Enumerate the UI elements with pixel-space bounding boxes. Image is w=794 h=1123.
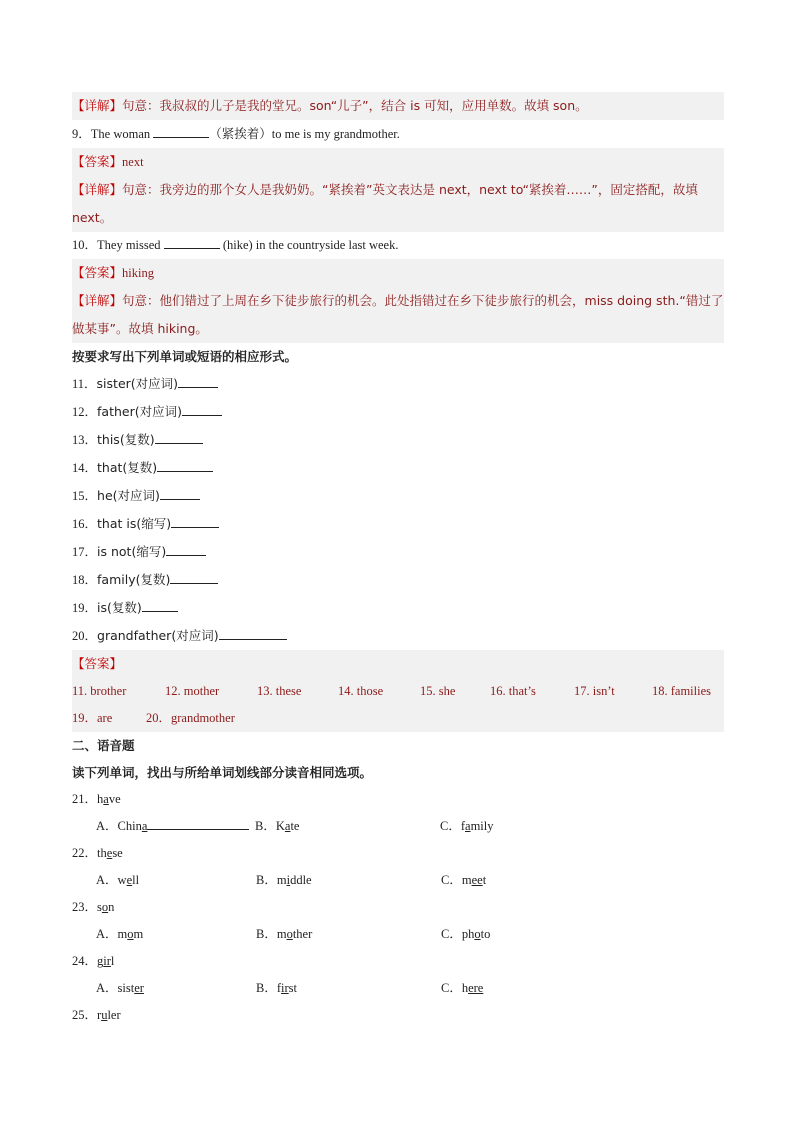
underlined-part: ir: [281, 981, 289, 995]
item-number: 17．: [72, 545, 98, 559]
word-part: th: [97, 846, 107, 860]
explanation-text: 句意：他们错过了上周在乡下徒步旅行的机会。此处指错过在乡下徒步旅行的机会，miss doing sth.“错过了做某事”。故填 hiking。: [72, 293, 724, 336]
option-label: C．: [441, 873, 462, 887]
option-label: A．: [96, 873, 118, 887]
answer-item: 18. families: [652, 684, 712, 698]
item-text: sister(对应词): [96, 376, 179, 391]
answer-blank[interactable]: [182, 401, 222, 416]
word-part: m: [276, 927, 287, 941]
underlined-part: o: [286, 927, 293, 941]
explanation-8: [72, 92, 724, 120]
list-item: [72, 538, 724, 566]
answer-blank[interactable]: [164, 234, 220, 249]
answer-blank[interactable]: [157, 457, 213, 472]
explanation-9: [72, 176, 724, 232]
option-b[interactable]: [255, 813, 440, 840]
option-a[interactable]: [96, 975, 256, 1002]
underlined-part: a: [465, 819, 471, 833]
explanation-tag: 【详解】: [72, 293, 123, 308]
list-item: [72, 510, 724, 538]
answer-item: 15. she: [420, 684, 456, 698]
answer-blank[interactable]: [160, 485, 200, 500]
answer-text: next: [122, 155, 144, 169]
answer-item: 13. these: [257, 684, 302, 698]
option-label: A．: [96, 981, 118, 995]
word-part: ve: [108, 792, 121, 806]
question-text: The woman: [90, 127, 151, 141]
word-part: m: [276, 873, 287, 887]
underlined-part: u: [101, 1008, 108, 1022]
answer-item: 12. mother: [165, 684, 220, 698]
underlined-part: o: [127, 927, 134, 941]
question-number: 21．: [72, 792, 98, 806]
word-form-list: [72, 370, 724, 650]
word-part: m: [117, 927, 128, 941]
word-part: K: [275, 819, 285, 833]
underlined-part: a: [141, 819, 148, 833]
question-text: (hike) in the countryside last week.: [222, 238, 399, 252]
item-text: is not(缩写): [97, 544, 167, 559]
item-text: grandfather(对应词): [97, 628, 219, 643]
option-c[interactable]: [441, 921, 490, 948]
answer-blank[interactable]: [153, 123, 209, 138]
list-item: [72, 622, 724, 650]
word-part: t: [482, 873, 487, 887]
answer-item: 14. those: [338, 684, 384, 698]
options-23: [72, 921, 724, 948]
underlined-part: o: [474, 927, 481, 941]
word-part: n: [108, 900, 115, 914]
answer-tag: 【答案】: [72, 656, 123, 671]
item-number: 19．: [72, 601, 98, 615]
options-21: [72, 813, 724, 840]
option-label: A．: [96, 819, 118, 833]
answer-blank[interactable]: [142, 597, 178, 612]
question-10: [72, 232, 724, 259]
word-part: s: [97, 900, 102, 914]
part-two-title: 二、语音题: [72, 738, 135, 753]
word-part: st: [288, 981, 297, 995]
underlined-part: ir: [103, 954, 111, 968]
underlined-part: a: [284, 819, 291, 833]
answers-row-2: [72, 705, 724, 732]
phonetic-question-21: [72, 786, 724, 813]
answers-block: [72, 650, 724, 732]
list-item: [72, 566, 724, 594]
item-number: 12．: [72, 405, 98, 419]
answer-blank[interactable]: [170, 569, 218, 584]
underlined-part: i: [286, 873, 291, 887]
word-part: ddle: [290, 873, 312, 887]
option-label: C．: [441, 927, 462, 941]
option-label: B．: [256, 927, 277, 941]
item-number: 18．: [72, 573, 98, 587]
word-part: te: [290, 819, 300, 833]
list-item: [72, 454, 724, 482]
option-a[interactable]: [96, 921, 256, 948]
word-part: l: [110, 954, 115, 968]
worksheet-page: [72, 92, 724, 1029]
phonetic-question-24: [72, 948, 724, 975]
question-hint: （紧挨着）: [209, 126, 272, 141]
underlined-part: ee: [471, 873, 483, 887]
item-text: that(复数): [97, 460, 158, 475]
question-text: They missed: [97, 238, 161, 252]
word-part: to: [480, 927, 491, 941]
option-c[interactable]: [440, 813, 494, 840]
item-text: this(复数): [97, 432, 155, 447]
list-item: [72, 370, 724, 398]
item-number: 15．: [72, 489, 98, 503]
answer-blank[interactable]: [147, 815, 249, 830]
word-part: m: [461, 873, 472, 887]
options-22: [72, 867, 724, 894]
answer-item: 20．grandmother: [146, 711, 235, 725]
answer-blank[interactable]: [155, 429, 203, 444]
question-number: 25．: [72, 1008, 98, 1022]
item-number: 16．: [72, 517, 98, 531]
word-part: r: [97, 1008, 102, 1022]
underlined-part: er: [134, 981, 144, 995]
answer-item: 19．are: [72, 711, 113, 725]
item-text: is(复数): [97, 600, 142, 615]
item-number: 20．: [72, 629, 98, 643]
option-b[interactable]: [256, 867, 441, 894]
word-part: h: [461, 981, 469, 995]
answers-header: [72, 650, 724, 678]
question-number: 22．: [72, 846, 98, 860]
option-a[interactable]: [96, 813, 196, 840]
part-two-instruction: 读下列单词，找出与所给单词划线部分读音相同选项。: [72, 765, 373, 780]
underlined-part: ere: [468, 981, 484, 995]
explanation-tag: 【详解】: [72, 182, 123, 197]
answer-item: 16. that’s: [490, 684, 536, 698]
answer-blank[interactable]: [178, 373, 218, 388]
question-text: to me is my grandmother.: [271, 127, 400, 141]
option-label: B．: [255, 819, 276, 833]
word-part: ther: [292, 927, 313, 941]
phonetic-question-25: [72, 1002, 724, 1029]
explanation-10: [72, 287, 724, 343]
answer-blank[interactable]: [219, 625, 287, 640]
option-label: C．: [441, 981, 462, 995]
explanation-text: 句意：我叔叔的儿子是我的堂兄。son“儿子”，结合 is 可知，应用单数。故填 son。: [122, 98, 588, 113]
word-part: sist: [117, 981, 135, 995]
option-a[interactable]: [96, 867, 256, 894]
option-label: B．: [256, 981, 277, 995]
question-number: 23．: [72, 900, 98, 914]
option-label: A．: [96, 927, 118, 941]
item-text: family(复数): [97, 572, 171, 587]
word-part: w: [117, 873, 127, 887]
word-part: ph: [461, 927, 475, 941]
item-number: 14．: [72, 461, 98, 475]
word-part: ll: [132, 873, 140, 887]
explanation-text: 句意：我旁边的那个女人是我奶奶。“紧挨着”英文表达是 next，next to“紧挨着……”，固定搭配，故填 next。: [72, 182, 698, 225]
question-number: 9．: [72, 127, 91, 141]
list-item: [72, 426, 724, 454]
option-b[interactable]: [256, 921, 441, 948]
option-c[interactable]: [441, 975, 483, 1002]
item-number: 11．: [72, 377, 97, 391]
options-24: [72, 975, 724, 1002]
item-text: father(对应词): [97, 404, 182, 419]
underlined-part: o: [101, 900, 109, 914]
word-part: m: [133, 927, 144, 941]
question-number: 10．: [72, 238, 98, 252]
word-part: f: [276, 981, 282, 995]
question-9: [72, 120, 724, 148]
option-b[interactable]: [256, 975, 441, 1002]
phonetic-question-23: [72, 894, 724, 921]
answer-10: [72, 259, 724, 287]
item-text: that is(缩写): [97, 516, 172, 531]
list-item: [72, 594, 724, 622]
option-label: C．: [440, 819, 461, 833]
answer-tag: 【答案】: [72, 265, 123, 280]
underlined-part: e: [126, 873, 133, 887]
list-item: [72, 398, 724, 426]
word-part: se: [112, 846, 123, 860]
answer-item: 17. isn’t: [574, 684, 615, 698]
underlined-part: e: [106, 846, 113, 860]
list-item: [72, 482, 724, 510]
word-part: ler: [107, 1008, 121, 1022]
question-number: 24．: [72, 954, 98, 968]
word-part: h: [97, 792, 104, 806]
answers-row-1: [72, 678, 724, 705]
explanation-tag: 【详解】: [72, 98, 123, 113]
word-part: g: [97, 954, 104, 968]
option-label: B．: [256, 873, 277, 887]
item-number: 13．: [72, 433, 98, 447]
section-instruction: 按要求写出下列单词或短语的相应形式。: [72, 349, 298, 364]
underlined-part: a: [103, 792, 109, 806]
answer-item: 11. brother: [72, 684, 127, 698]
answer-blank[interactable]: [171, 513, 219, 528]
option-c[interactable]: [441, 867, 486, 894]
word-part: mily: [470, 819, 494, 833]
answer-9: [72, 148, 724, 176]
answer-tag: 【答案】: [72, 154, 123, 169]
word-part: f: [460, 819, 466, 833]
answer-text: hiking: [122, 266, 154, 280]
answer-blank[interactable]: [166, 541, 206, 556]
item-text: he(对应词): [97, 488, 160, 503]
word-part: Chin: [117, 819, 142, 833]
phonetic-question-22: [72, 840, 724, 867]
